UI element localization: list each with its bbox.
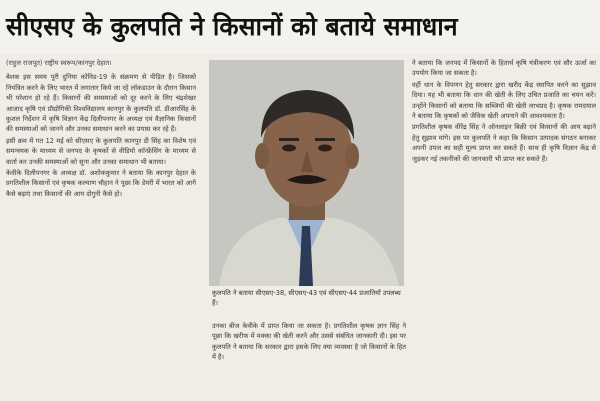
- headline: सीएसए के कुलपति ने किसानों को बताये समाधान: [0, 0, 600, 54]
- portrait-photo: [209, 60, 404, 286]
- portrait-illustration: [209, 60, 404, 286]
- photo-caption: कुलपति ने बताया सीएसए-38, सीएसए-43 एवं सीएसए-44 प्रजातियाँ उपलब्ध हैं।: [212, 289, 401, 308]
- paragraph: केवीके दिलीपनगर के अध्यक्ष डॉ. अशोककुमार ने बताया कि कानपुर देहात के प्रगतिशील किसानों एवं कृषक कल्याण चौहान ने पूछा कि डेयरी में भारत को आगे कैसे बढ़ाएं तथा किसानों की आय दोगुनी कैसे हो।: [6, 169, 196, 198]
- paragraph: ने बताया कि जनपद में किसानों के हितार्थ कृषि यंत्रीकरण एवं सौर ऊर्जा का उपयोग किया जा सकता है।: [412, 59, 596, 78]
- paragraph: प्रगतिशील कृषक वीरेंद्र सिंह ने ऑनलाइन बिक्री एवं किसानों की आय बढ़ाने हेतु सुझाव मांगे। इस पर कुलपति ने कहा कि किसान उत्पादक संगठन बनाकर अपनी उपज का सही मूल्य प्राप्त कर सकते हैं। साथ ही कृषि विज्ञान केंद्र से जुड़कर नई तकनीकों की जानकारी भी प्राप्त कर सकते हैं।: [412, 123, 596, 163]
- left-column: [6, 58, 196, 398]
- middle-column-text: [212, 321, 406, 399]
- paragraph: वहीं धान के विपणन हेतु सरकार द्वारा खरीद केंद्र स्थापित करने का सुझाव दिया। यह भी बताया कि धान की खेती के लिए उचित प्रजाति का चयन करें। उन्होंने किसानों को बताया कि सब्जियों की खेती लाभप्रद है। कृषक रामदयाल ने बताया कि कृषकों को जैविक खेती अपनाने की आवश्यकता है।: [412, 80, 596, 121]
- paragraph: उनका बीज केवीके में प्राप्त किया जा सकता है। प्रगतिशील कृषक ज्ञान सिंह ने पूछा कि खरीफ में मक्का की खेती करने और उससे संबंधित जानकारी दी। इस पर कुलपति ने बताया कि सरकार द्वारा इसके लिए क्या व्यवस्था है जो किसानों के हित में है।: [212, 322, 406, 362]
- paragraph: बेशक इस समय पूरी दुनिया कोविड-19 के संक्रमण से पीड़ित है। जिसको नियंत्रित करने के लिए भारत में लगातार किये जा रहे लॉकडाउन के दौरान किसान भी परेशान हो रहे हैं। किसानों की समस्याओं को दूर करने के लिए चंद्रशेखर आजाद कृषि एवं प्रौद्योगिकी विश्वविद्यालय कानपुर के कुलपति डॉ. डीआरसिंह के कुशल निर्देशन में कृषि विज्ञान केंद्र दिलीपनगर के अध्यक्ष एवं वैज्ञानिक किसानों की समस्याओं को जानने और उनका समाधान करने का प्रयास कर रहे हैं।: [6, 73, 196, 134]
- right-column: [412, 58, 596, 398]
- paragraph: इसी क्रम में गत 12 मई को सीएसए के कुलपति कानपुर डी सिंह का विशेष एवं समन्वयक के माध्यम से जनपद के कृषकों से वीडियो कॉन्फ्रेंसिंग के माध्यम से वार्ता कर उनकी समस्याओं को सुना और उनका समाधान भी बताया।: [6, 136, 196, 166]
- byline: (राहुल राजपूत) राष्ट्रीय स्वरूप/कानपुर देहात।: [6, 59, 112, 67]
